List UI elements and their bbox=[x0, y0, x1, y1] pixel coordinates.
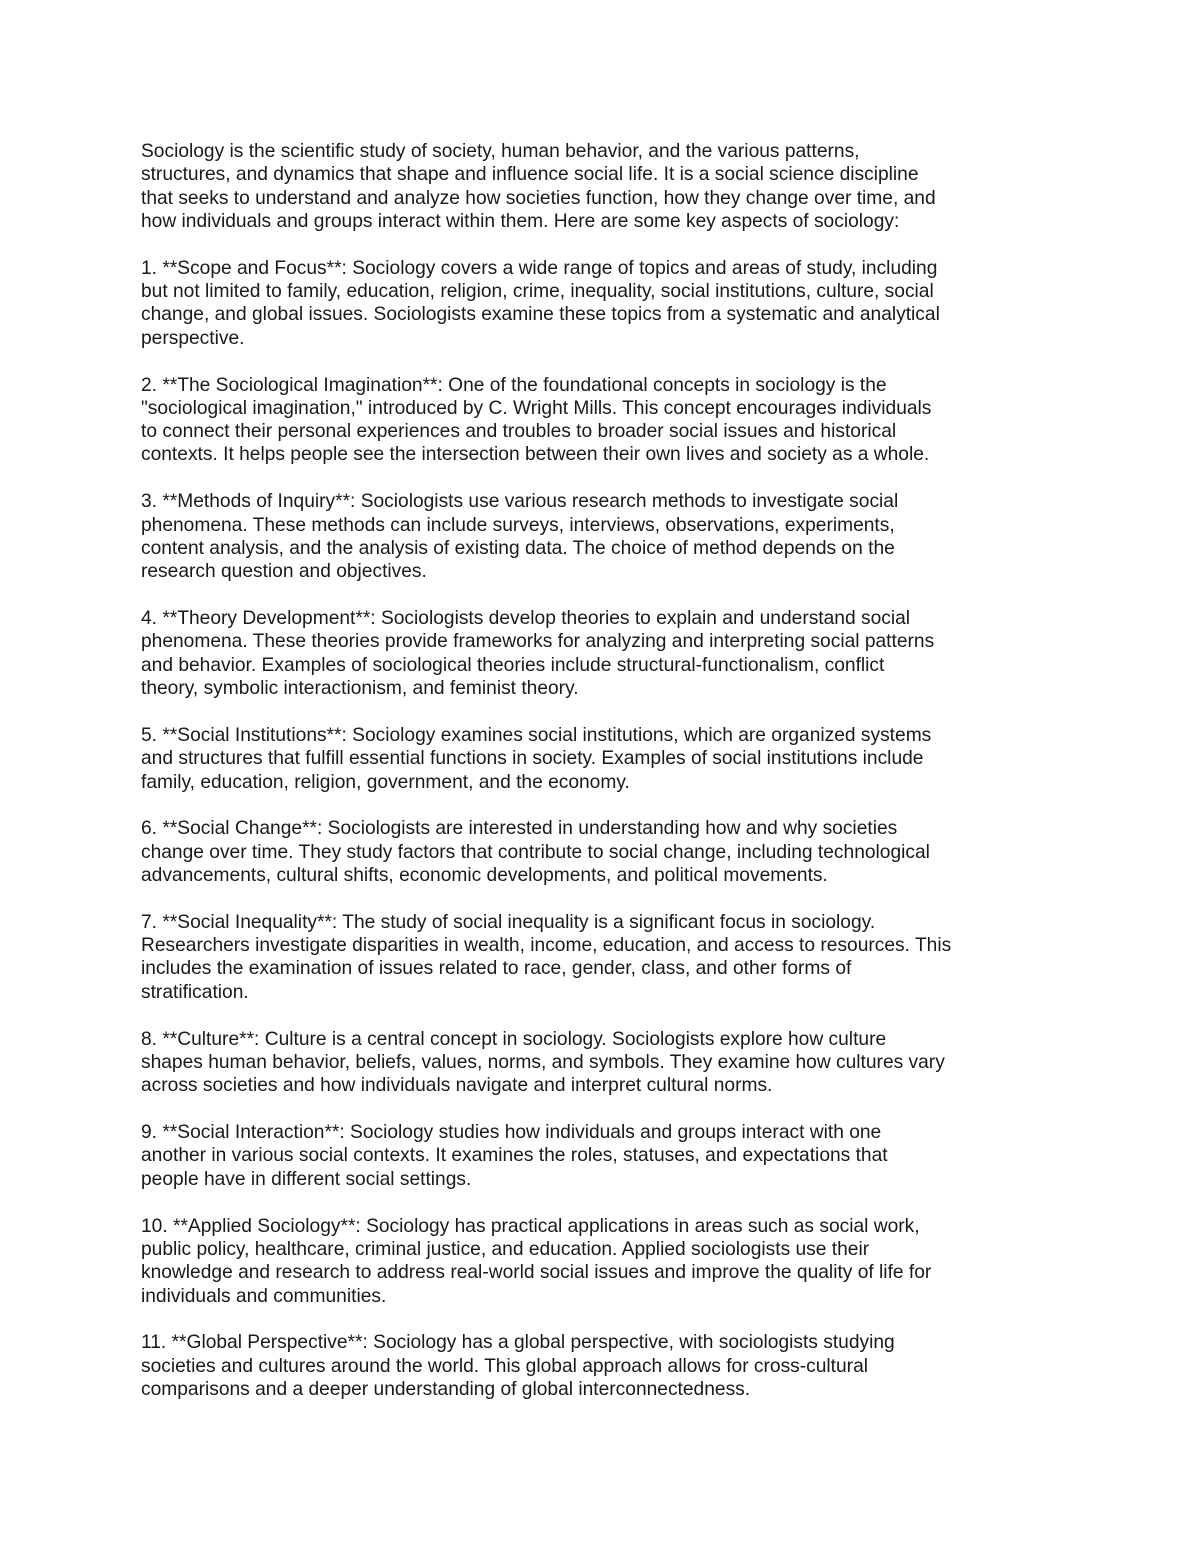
text-line: advancements, cultural shifts, economic developments, and political movements. bbox=[141, 864, 828, 886]
text-line: includes the examination of issues related to race, gender, class, and other forms of bbox=[141, 958, 852, 980]
text-line: across societies and how individuals navigate and interpret cultural norms. bbox=[141, 1075, 773, 1097]
aspect-paragraph-4 bbox=[141, 607, 1066, 700]
text-line: "sociological imagination," introduced by C. Wright Mills. This concept encourages individuals bbox=[141, 397, 932, 419]
aspect-paragraph-8 bbox=[141, 1028, 1066, 1098]
aspect-paragraph-2 bbox=[141, 374, 1066, 467]
text-line: Researchers investigate disparities in wealth, income, education, and access to resources. This bbox=[141, 935, 952, 957]
text-line: change, and global issues. Sociologists examine these topics from a systematic and analytical bbox=[141, 304, 940, 326]
text-line: 4. **Theory Development**: Sociologists develop theories to explain and understand social bbox=[141, 608, 911, 630]
aspect-paragraph-1 bbox=[141, 257, 1066, 350]
text-line: but not limited to family, education, religion, crime, inequality, social institutions, culture, social bbox=[141, 281, 934, 303]
text-line: 6. **Social Change**: Sociologists are interested in understanding how and why societies bbox=[141, 818, 898, 840]
text-line: stratification. bbox=[141, 981, 249, 1003]
text-line: how individuals and groups interact within them. Here are some key aspects of sociology: bbox=[141, 210, 900, 232]
document-body bbox=[141, 140, 1066, 1401]
text-line: and behavior. Examples of sociological theories include structural-functionalism, conflict bbox=[141, 654, 885, 676]
text-line: theory, symbolic interactionism, and feminist theory. bbox=[141, 678, 579, 700]
aspect-paragraph-3 bbox=[141, 490, 1066, 583]
intro-paragraph bbox=[141, 140, 1066, 233]
text-line: to connect their personal experiences and troubles to broader social issues and historical bbox=[141, 421, 897, 443]
aspect-paragraph-5 bbox=[141, 724, 1066, 794]
text-line: comparisons and a deeper understanding of global interconnectedness. bbox=[141, 1379, 751, 1400]
text-line: individuals and communities. bbox=[141, 1285, 387, 1307]
text-line: 3. **Methods of Inquiry**: Sociologists use various research methods to investigate social bbox=[141, 491, 899, 513]
text-line: that seeks to understand and analyze how societies function, how they change over time, and bbox=[141, 187, 936, 209]
text-line: structures, and dynamics that shape and influence social life. It is a social science discipline bbox=[141, 164, 919, 186]
text-line: change over time. They study factors that contribute to social change, including technological bbox=[141, 841, 930, 863]
text-line: Sociology is the scientific study of society, human behavior, and the various patterns, bbox=[141, 141, 860, 162]
text-line: shapes human behavior, beliefs, values, norms, and symbols. They examine how cultures vary bbox=[141, 1051, 945, 1073]
text-line: 9. **Social Interaction**: Sociology studies how individuals and groups interact with one bbox=[141, 1122, 882, 1144]
text-line: research question and objectives. bbox=[141, 561, 427, 583]
text-line: phenomena. These methods can include surveys, interviews, observations, experiments, bbox=[141, 514, 895, 536]
text-line: 7. **Social Inequality**: The study of social inequality is a significant focus in sociology. bbox=[141, 911, 876, 933]
aspect-paragraph-10 bbox=[141, 1215, 1066, 1308]
text-line: family, education, religion, government, and the economy. bbox=[141, 771, 630, 793]
text-line: content analysis, and the analysis of existing data. The choice of method depends on the bbox=[141, 537, 895, 559]
text-line: public policy, healthcare, criminal justice, and education. Applied sociologists use their bbox=[141, 1238, 870, 1260]
text-line: and structures that fulfill essential functions in society. Examples of social institutions include bbox=[141, 748, 924, 770]
text-line: another in various social contexts. It examines the roles, statuses, and expectations that bbox=[141, 1145, 888, 1167]
aspect-paragraph-6 bbox=[141, 817, 1066, 887]
text-line: 1. **Scope and Focus**: Sociology covers a wide range of topics and areas of study, including bbox=[141, 257, 938, 279]
text-line: 8. **Culture**: Culture is a central concept in sociology. Sociologists explore how culture bbox=[141, 1028, 887, 1050]
text-line: 11. **Global Perspective**: Sociology has a global perspective, with sociologists studying bbox=[141, 1332, 895, 1354]
text-line: people have in different social settings. bbox=[141, 1168, 472, 1190]
text-line: 2. **The Sociological Imagination**: One of the foundational concepts in sociology is the bbox=[141, 374, 887, 396]
text-line: 5. **Social Institutions**: Sociology examines social institutions, which are organized systems bbox=[141, 724, 932, 746]
aspect-paragraph-7 bbox=[141, 911, 1066, 1004]
text-line: perspective. bbox=[141, 327, 245, 349]
text-line: phenomena. These theories provide frameworks for analyzing and interpreting social patterns bbox=[141, 631, 935, 653]
aspect-paragraph-9 bbox=[141, 1121, 1066, 1191]
text-line: societies and cultures around the world. This global approach allows for cross-cultural bbox=[141, 1355, 869, 1377]
text-line: knowledge and research to address real-world social issues and improve the quality of life for bbox=[141, 1262, 932, 1284]
text-line: 10. **Applied Sociology**: Sociology has practical applications in areas such as social work, bbox=[141, 1215, 920, 1237]
aspect-paragraph-11 bbox=[141, 1331, 1066, 1401]
text-line: contexts. It helps people see the intersection between their own lives and society as a whole. bbox=[141, 444, 930, 466]
